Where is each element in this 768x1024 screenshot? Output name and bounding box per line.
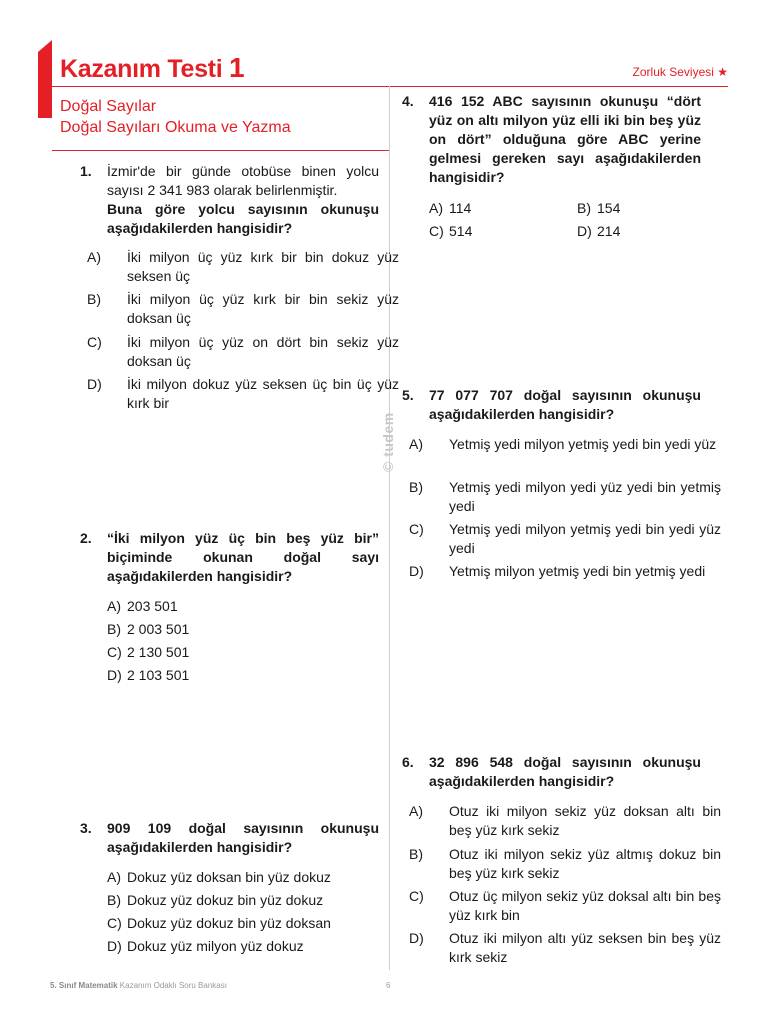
- question-number: 2.: [80, 530, 92, 546]
- question-stem: İzmir'de bir günde otobüse binen yolcu sayısı 2 341 983 olarak belirlenmiştir.: [107, 163, 379, 198]
- question-number: 1.: [80, 163, 92, 179]
- option-a[interactable]: A) Otuz iki milyon sekiz yüz doksan altı bin beş yüz kırk sekiz: [409, 803, 721, 838]
- column-divider: [389, 86, 390, 970]
- option-d[interactable]: D) 2 103 501: [107, 667, 190, 683]
- question-prompt: 416 152 ABC sayısının okunuşu “dört yüz on altı milyon yüz elli iki bin beş yüz on dört” olduğuna göre ABC yerine gelmesi gereken sayı aşağıdakilerden hangisidir?: [429, 93, 701, 185]
- question-number: 6.: [402, 754, 414, 770]
- option-c[interactable]: C) Dokuz yüz dokuz bin yüz doksan: [107, 915, 331, 931]
- header-accent-bar: [38, 52, 52, 118]
- option-d[interactable]: D) Yetmiş milyon yetmiş yedi bin yetmiş yedi: [409, 563, 706, 579]
- option-d[interactable]: D) 214: [577, 223, 621, 239]
- option-d[interactable]: D) İki milyon dokuz yüz seksen üç bin üç yüz kırk bir: [87, 376, 399, 411]
- option-b[interactable]: B) Otuz iki milyon sekiz yüz altmış dokuz bin beş yüz kırk sekiz: [409, 846, 721, 881]
- option-c[interactable]: C) Otuz üç milyon sekiz yüz doksal altı bin beş yüz kırk bin: [409, 888, 721, 923]
- option-b[interactable]: B) Dokuz yüz dokuz bin yüz dokuz: [107, 892, 324, 908]
- footer-book-title: 5. Sınıf Matematik Kazanım Odaklı Soru Bankası: [50, 981, 227, 990]
- header-divider: [52, 86, 728, 87]
- publisher-watermark: © tudem: [380, 412, 396, 472]
- question-number: 4.: [402, 93, 414, 109]
- option-b[interactable]: B) 154: [577, 200, 621, 216]
- option-c[interactable]: C) İki milyon üç yüz on dört bin sekiz yüz doksan üç: [87, 334, 399, 369]
- question-prompt: 32 896 548 doğal sayısının okunuşu aşağıdakilerden hangisidir?: [429, 754, 701, 789]
- page-number: 6: [386, 981, 391, 990]
- option-c[interactable]: C) 2 130 501: [107, 644, 190, 660]
- option-a[interactable]: A) Yetmiş yedi milyon yetmiş yedi bin yedi yüz: [409, 436, 717, 452]
- topic-subtitle: Doğal Sayılar Doğal Sayıları Okuma ve Yazma: [60, 98, 291, 136]
- page-title: Kazanım Testi 1: [60, 52, 245, 83]
- option-d[interactable]: D) Dokuz yüz milyon yüz dokuz: [107, 938, 304, 954]
- option-d[interactable]: D) Otuz iki milyon altı yüz seksen bin beş yüz kırk sekiz: [409, 930, 721, 965]
- question-prompt: “İki milyon yüz üç bin beş yüz bir” biçiminde okunan doğal sayı aşağıdakilerden hangisidir?: [107, 530, 379, 584]
- option-b[interactable]: B) Yetmiş yedi milyon yedi yüz yedi bin yetmiş yedi: [409, 479, 721, 514]
- difficulty-label: Zorluk Seviyesi ★: [632, 65, 728, 79]
- option-a[interactable]: A) 203 501: [107, 598, 178, 614]
- option-a[interactable]: A) 114: [429, 200, 472, 216]
- question-number: 5.: [402, 387, 414, 403]
- option-b[interactable]: B) İki milyon üç yüz kırk bir bin sekiz yüz doksan üç: [87, 291, 399, 326]
- option-a[interactable]: A) İki milyon üç yüz kırk bir bin dokuz yüz seksen üç: [87, 249, 399, 284]
- option-c[interactable]: C) 514: [429, 223, 473, 239]
- option-b[interactable]: B) 2 003 501: [107, 621, 190, 637]
- question-prompt: 77 077 707 doğal sayısının okunuşu aşağıdakilerden hangisidir?: [429, 387, 701, 422]
- question-prompt: 909 109 doğal sayısının okunuşu aşağıdakilerden hangisidir?: [107, 820, 379, 855]
- question-number: 3.: [80, 820, 92, 836]
- question-prompt: Buna göre yolcu sayısının okunuşu aşağıdakilerden hangisidir?: [107, 201, 379, 236]
- option-c[interactable]: C) Yetmiş yedi milyon yetmiş yedi bin yedi yüz yedi: [409, 521, 721, 556]
- subtitle-divider: [52, 150, 390, 151]
- option-a[interactable]: A) Dokuz yüz doksan bin yüz dokuz: [107, 869, 331, 885]
